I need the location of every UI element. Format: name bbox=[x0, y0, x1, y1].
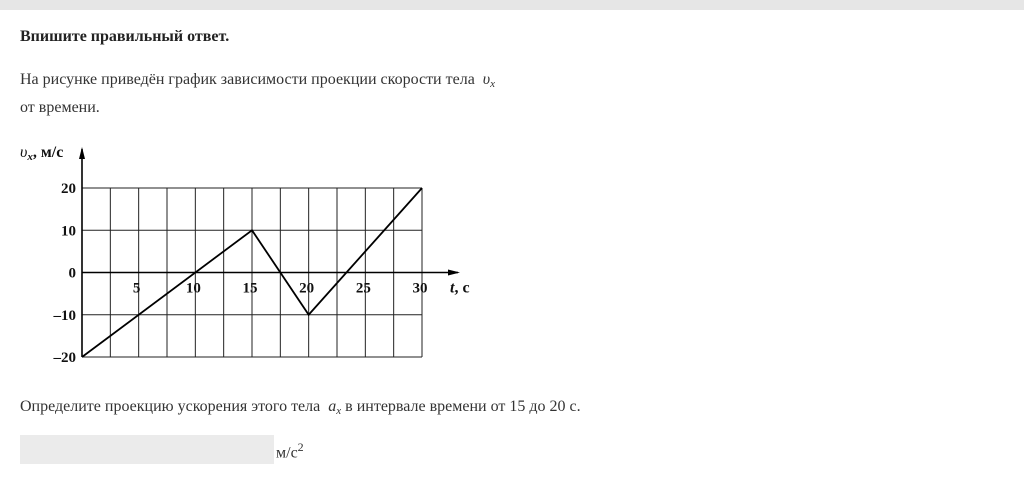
acceleration-symbol-sub: x bbox=[336, 405, 342, 417]
velocity-chart-svg bbox=[0, 135, 500, 375]
chart-labels bbox=[20, 144, 470, 366]
x-tick-label: 30 bbox=[412, 280, 428, 297]
y-axis-arrow bbox=[79, 147, 85, 159]
answer-unit-power: 2 bbox=[297, 440, 304, 454]
y-tick-label: 20 bbox=[61, 181, 76, 197]
answer-input[interactable] bbox=[20, 435, 274, 464]
acceleration-symbol-main: a bbox=[328, 398, 337, 415]
x-tick-label: 5 bbox=[132, 280, 141, 297]
x-tick-label: 25 bbox=[355, 280, 371, 297]
y-tick-label: 0 bbox=[68, 265, 76, 282]
x-axis-title: t, с bbox=[450, 279, 470, 297]
answer-unit bbox=[276, 440, 304, 462]
acceleration-symbol bbox=[328, 398, 341, 415]
velocity-chart bbox=[0, 135, 500, 375]
top-bar bbox=[0, 0, 1024, 10]
x-tick-label: 10 bbox=[185, 280, 201, 297]
task-suffix: в интервале времени от 15 до 20 с. bbox=[345, 398, 581, 415]
y-axis-title: υx, м/с bbox=[20, 144, 64, 163]
velocity-symbol-sub: x bbox=[490, 78, 496, 90]
y-tick-label: –10 bbox=[53, 307, 76, 324]
task-text bbox=[20, 398, 581, 417]
answer-unit-base: м/с bbox=[276, 444, 298, 462]
question-line2: от времени. bbox=[20, 99, 100, 116]
task-prefix: Определите проекцию ускорения этого тела bbox=[20, 398, 321, 415]
velocity-symbol bbox=[483, 71, 495, 88]
x-tick-label: 20 bbox=[299, 280, 315, 297]
instruction-heading: Впишите правильный ответ. bbox=[20, 28, 230, 45]
question-line1: На рисунке приведён график зависимости проекции скорости тела bbox=[20, 71, 475, 88]
x-axis-arrow bbox=[448, 270, 460, 276]
question-text bbox=[20, 68, 495, 120]
velocity-symbol-main: υ bbox=[482, 71, 491, 88]
y-tick-label: –20 bbox=[53, 350, 76, 366]
x-tick-label: 15 bbox=[242, 280, 258, 297]
chart-axes bbox=[79, 147, 460, 357]
y-tick-label: 10 bbox=[61, 223, 76, 240]
